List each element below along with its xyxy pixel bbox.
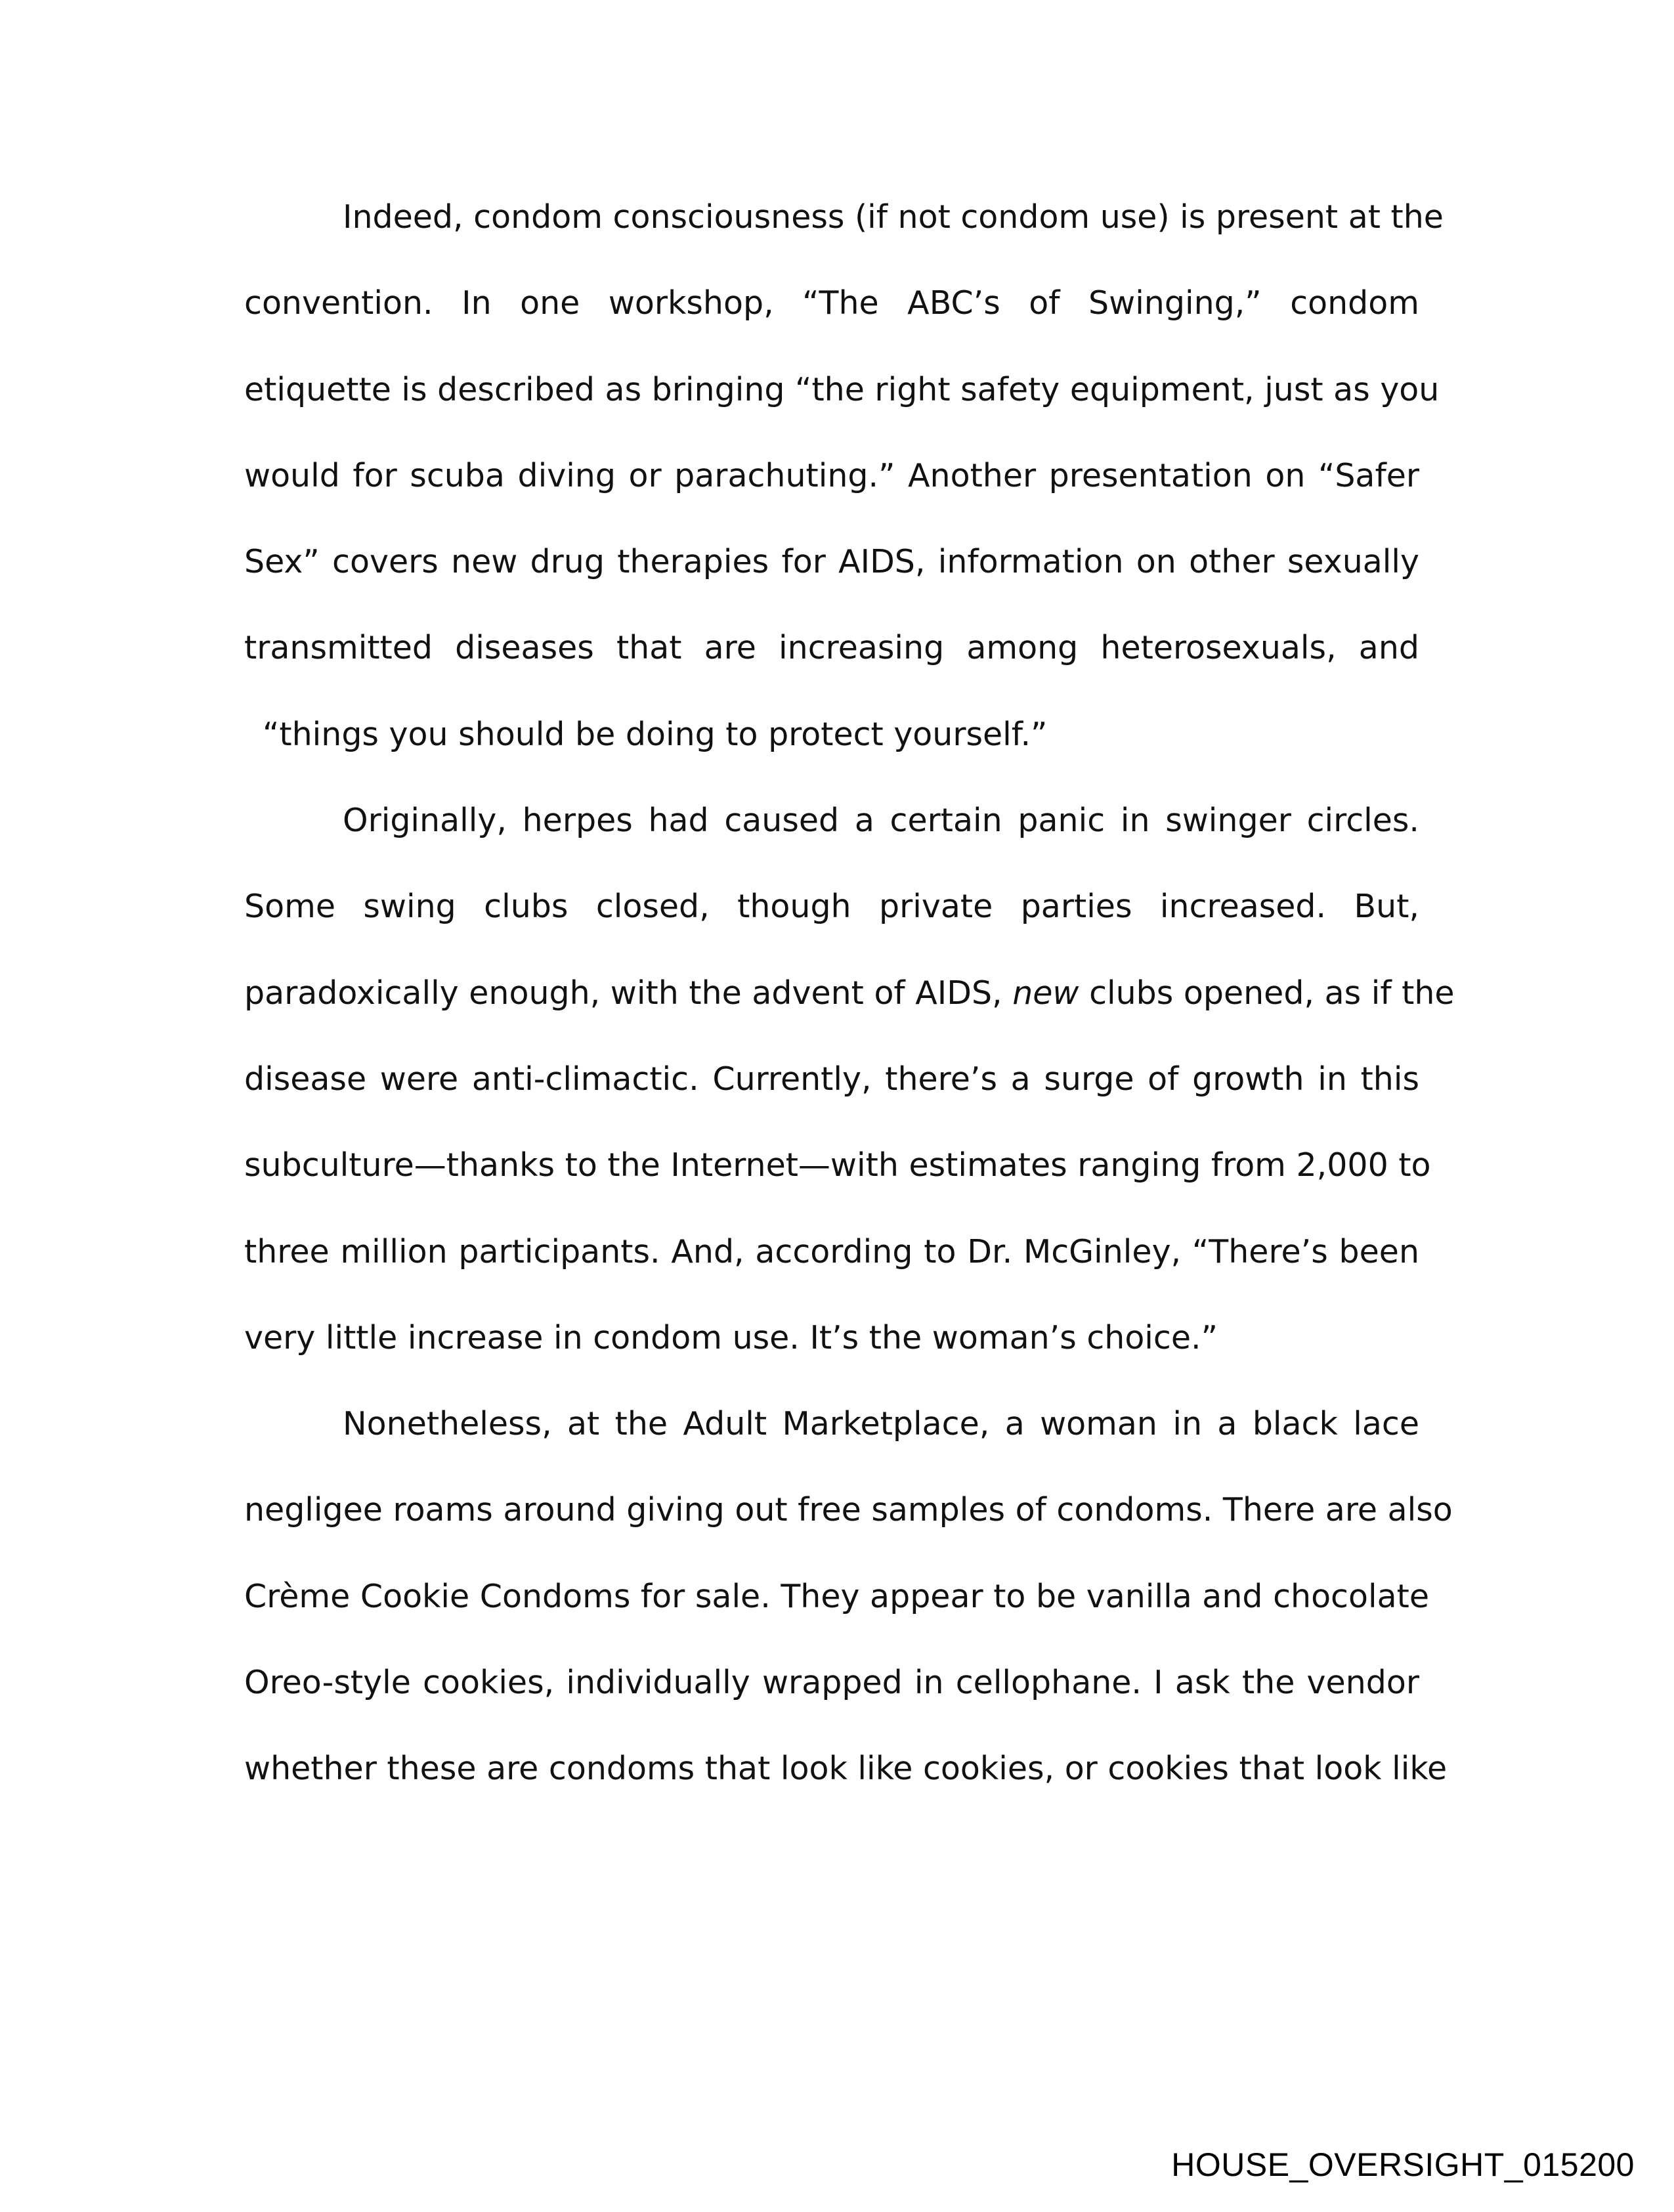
- bates-stamp: HOUSE_OVERSIGHT_015200: [1171, 2146, 1635, 2183]
- paragraph-1-line-6: transmitted diseases that are increasing among heterosexuals, and: [244, 629, 1419, 667]
- paragraph-3-line-5: whether these are condoms that look like cookies, or cookies that look like: [244, 1750, 1448, 1788]
- paragraph-1-line-4: would for scuba diving or parachuting.” Another presentation on “Safer: [244, 456, 1419, 494]
- paragraph-1-line-5: Sex” covers new drug therapies for AIDS, information on other sexually: [244, 543, 1419, 581]
- paragraph-2-line-2: Some swing clubs closed, though private parties increased. But,: [244, 888, 1419, 926]
- paragraph-3-line-1: Nonetheless, at the Adult Marketplace, a woman in a black lace: [343, 1405, 1419, 1443]
- paragraph-2-line-3-before: paradoxically enough, with the advent of AIDS,: [244, 974, 1013, 1012]
- paragraph-1-line-7: “things you should be doing to protect yourself.”: [263, 715, 1048, 753]
- paragraph-3-line-2: negligee roams around giving out free samples of condoms. There are also: [244, 1491, 1453, 1529]
- paragraph-2-line-5: subculture—thanks to the Internet—with estimates ranging from 2,000 to: [244, 1146, 1431, 1184]
- paragraph-2-line-3: [244, 950, 1455, 1036]
- paragraph-2-line-3-after: clubs opened, as if the: [1079, 974, 1455, 1012]
- body-text: [244, 174, 1455, 1812]
- paragraph-2-line-7: very little increase in condom use. It’s the woman’s choice.”: [244, 1318, 1218, 1356]
- paragraph-2-line-1: Originally, herpes had caused a certain panic in swinger circles.: [343, 802, 1419, 840]
- paragraph-3-line-4: Oreo-style cookies, individually wrapped in cellophane. I ask the vendor: [244, 1664, 1419, 1702]
- paragraph-2-line-6: three million participants. And, according to Dr. McGinley, “There’s been: [244, 1232, 1419, 1270]
- paragraph-1-line-1: Indeed, condom consciousness (if not condom use) is present at the: [343, 198, 1444, 236]
- paragraph-2-line-4: disease were anti-climactic. Currently, there’s a surge of growth in this: [244, 1060, 1419, 1098]
- emphasized-word: new: [1012, 974, 1079, 1012]
- paragraph-1-line-3: etiquette is described as bringing “the right safety equipment, just as you: [244, 370, 1440, 408]
- paragraph-1-line-2: convention. In one workshop, “The ABC’s of Swinging,” condom: [244, 284, 1419, 322]
- paragraph-3-line-3: Crème Cookie Condoms for sale. They appear to be vanilla and chocolate: [244, 1577, 1429, 1615]
